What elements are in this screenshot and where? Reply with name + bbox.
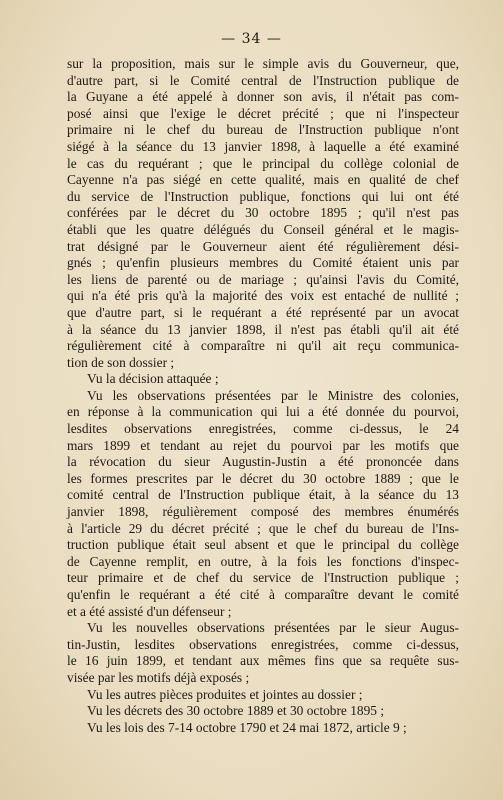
text-line: Cayenne n'a pas siégé en cette qualité, mais en qualité de chef <box>67 172 459 188</box>
text-line: d'autre part, si le Comité central de l'Instruction publique de <box>67 72 459 88</box>
text-line: les liens de parenté ou de mariage ; qu'ainsi l'avis du Comité, <box>67 271 459 287</box>
text-line: à l'article 29 du décret précité ; que le chef du bureau de l'Ins- <box>67 520 459 536</box>
text-line: trat désigné par le Gouverneur aient été régulièrement dési- <box>67 238 459 254</box>
text-line: du service de l'Instruction publique, fonctions qui lui ont été <box>67 188 459 204</box>
text-line: de Cayenne remplit, en outre, à la fois les fonctions d'inspec- <box>67 553 459 569</box>
text-line: en réponse à la communication qui lui a été donnée du pourvoi, <box>67 404 459 420</box>
text-line: siégé à la séance du 13 janvier 1898, à laquelle a été examiné <box>67 138 459 154</box>
text-line: le 16 juin 1899, et tendant aux mêmes fins que sa requête sus- <box>67 653 459 669</box>
text-line: visée par les motifs déjà exposés ; <box>67 669 250 685</box>
text-line: tion de son dossier ; <box>67 354 175 370</box>
text-line: primaire ni le chef du bureau de l'Instruction publique n'ont <box>67 122 459 138</box>
text-line: Vu les autres pièces produites et jointes au dossier ; <box>87 686 363 702</box>
text-line: teur primaire et de chef du service de l'Instruction publique ; <box>67 570 459 586</box>
text-line: établi que les quatre délégués du Conseil général et le magis- <box>67 221 459 237</box>
text-line: conférées par le décret du 30 octobre 1895 ; qu'il n'est pas <box>67 205 459 221</box>
text-line: lesdites observations enregistrées, comme ci-dessus, le 24 <box>67 421 459 437</box>
text-line: Vu les observations présentées par le Ministre des colonies, <box>87 387 459 403</box>
text-line: la révocation du sieur Augustin-Justin a été prononcée dans <box>67 454 459 470</box>
text-line: qu'enfin le requérant a été cité à comparaître devant le comité <box>67 587 459 602</box>
text-line: Vu les décrets des 30 octobre 1889 et 30 octobre 1895 ; <box>87 703 385 719</box>
text-line: Vu les lois des 7-14 octobre 1790 et 24 mai 1872, article 9 ; <box>87 719 407 735</box>
text-line: régulièrement cité à comparaître ni qu'il ait reçu communica- <box>67 338 459 354</box>
text-line: posé ainsi que l'exige le décret précité ; que ni l'inspecteur <box>67 105 459 121</box>
text-line: Vu la décision attaquée ; <box>87 371 219 387</box>
page-number: — 34 — <box>221 31 282 47</box>
text-line: à la séance du 13 janvier 1898, il n'est pas établi qu'il ait été <box>67 321 459 337</box>
text-line: comité central de l'Instruction publique était, à la séance du 13 <box>67 487 459 503</box>
text-line: gnés ; qu'enfin plusieurs membres du Comité étaient unis par <box>67 255 459 271</box>
text-line: mars 1899 et tendant au rejet du pourvoi par les motifs que <box>67 437 459 453</box>
text-line: que d'autre part, si le requérant a été représenté par un avocat <box>67 304 459 320</box>
text-line: tin-Justin, lesdites observations enregistrées, comme ci-dessus, <box>67 636 459 652</box>
text-line: la Guyane a été appelé à donner son avis, il n'était pas com- <box>67 89 459 105</box>
text-line: Vu les nouvelles observations présentées par le sieur Augus- <box>87 620 459 636</box>
text-line: le cas du requérant ; que le principal du collège colonial de <box>67 155 459 171</box>
text-line: et a été assisté d'un défenseur ; <box>67 603 232 619</box>
body-text <box>67 56 459 736</box>
text-line: sur la proposition, mais sur le simple avis du Gouverneur, que, <box>67 56 459 71</box>
text-line: janvier 1898, régulièrement composé des membres énumérés <box>67 504 459 520</box>
text-line: les formes prescrites par le décret du 30 octobre 1889 ; que le <box>67 470 459 486</box>
text-line: truction publique était seul absent et que le principal du collège <box>67 537 459 553</box>
text-line: qui n'a été pris qu'à la majorité des voix est entaché de nullité ; <box>67 288 459 304</box>
